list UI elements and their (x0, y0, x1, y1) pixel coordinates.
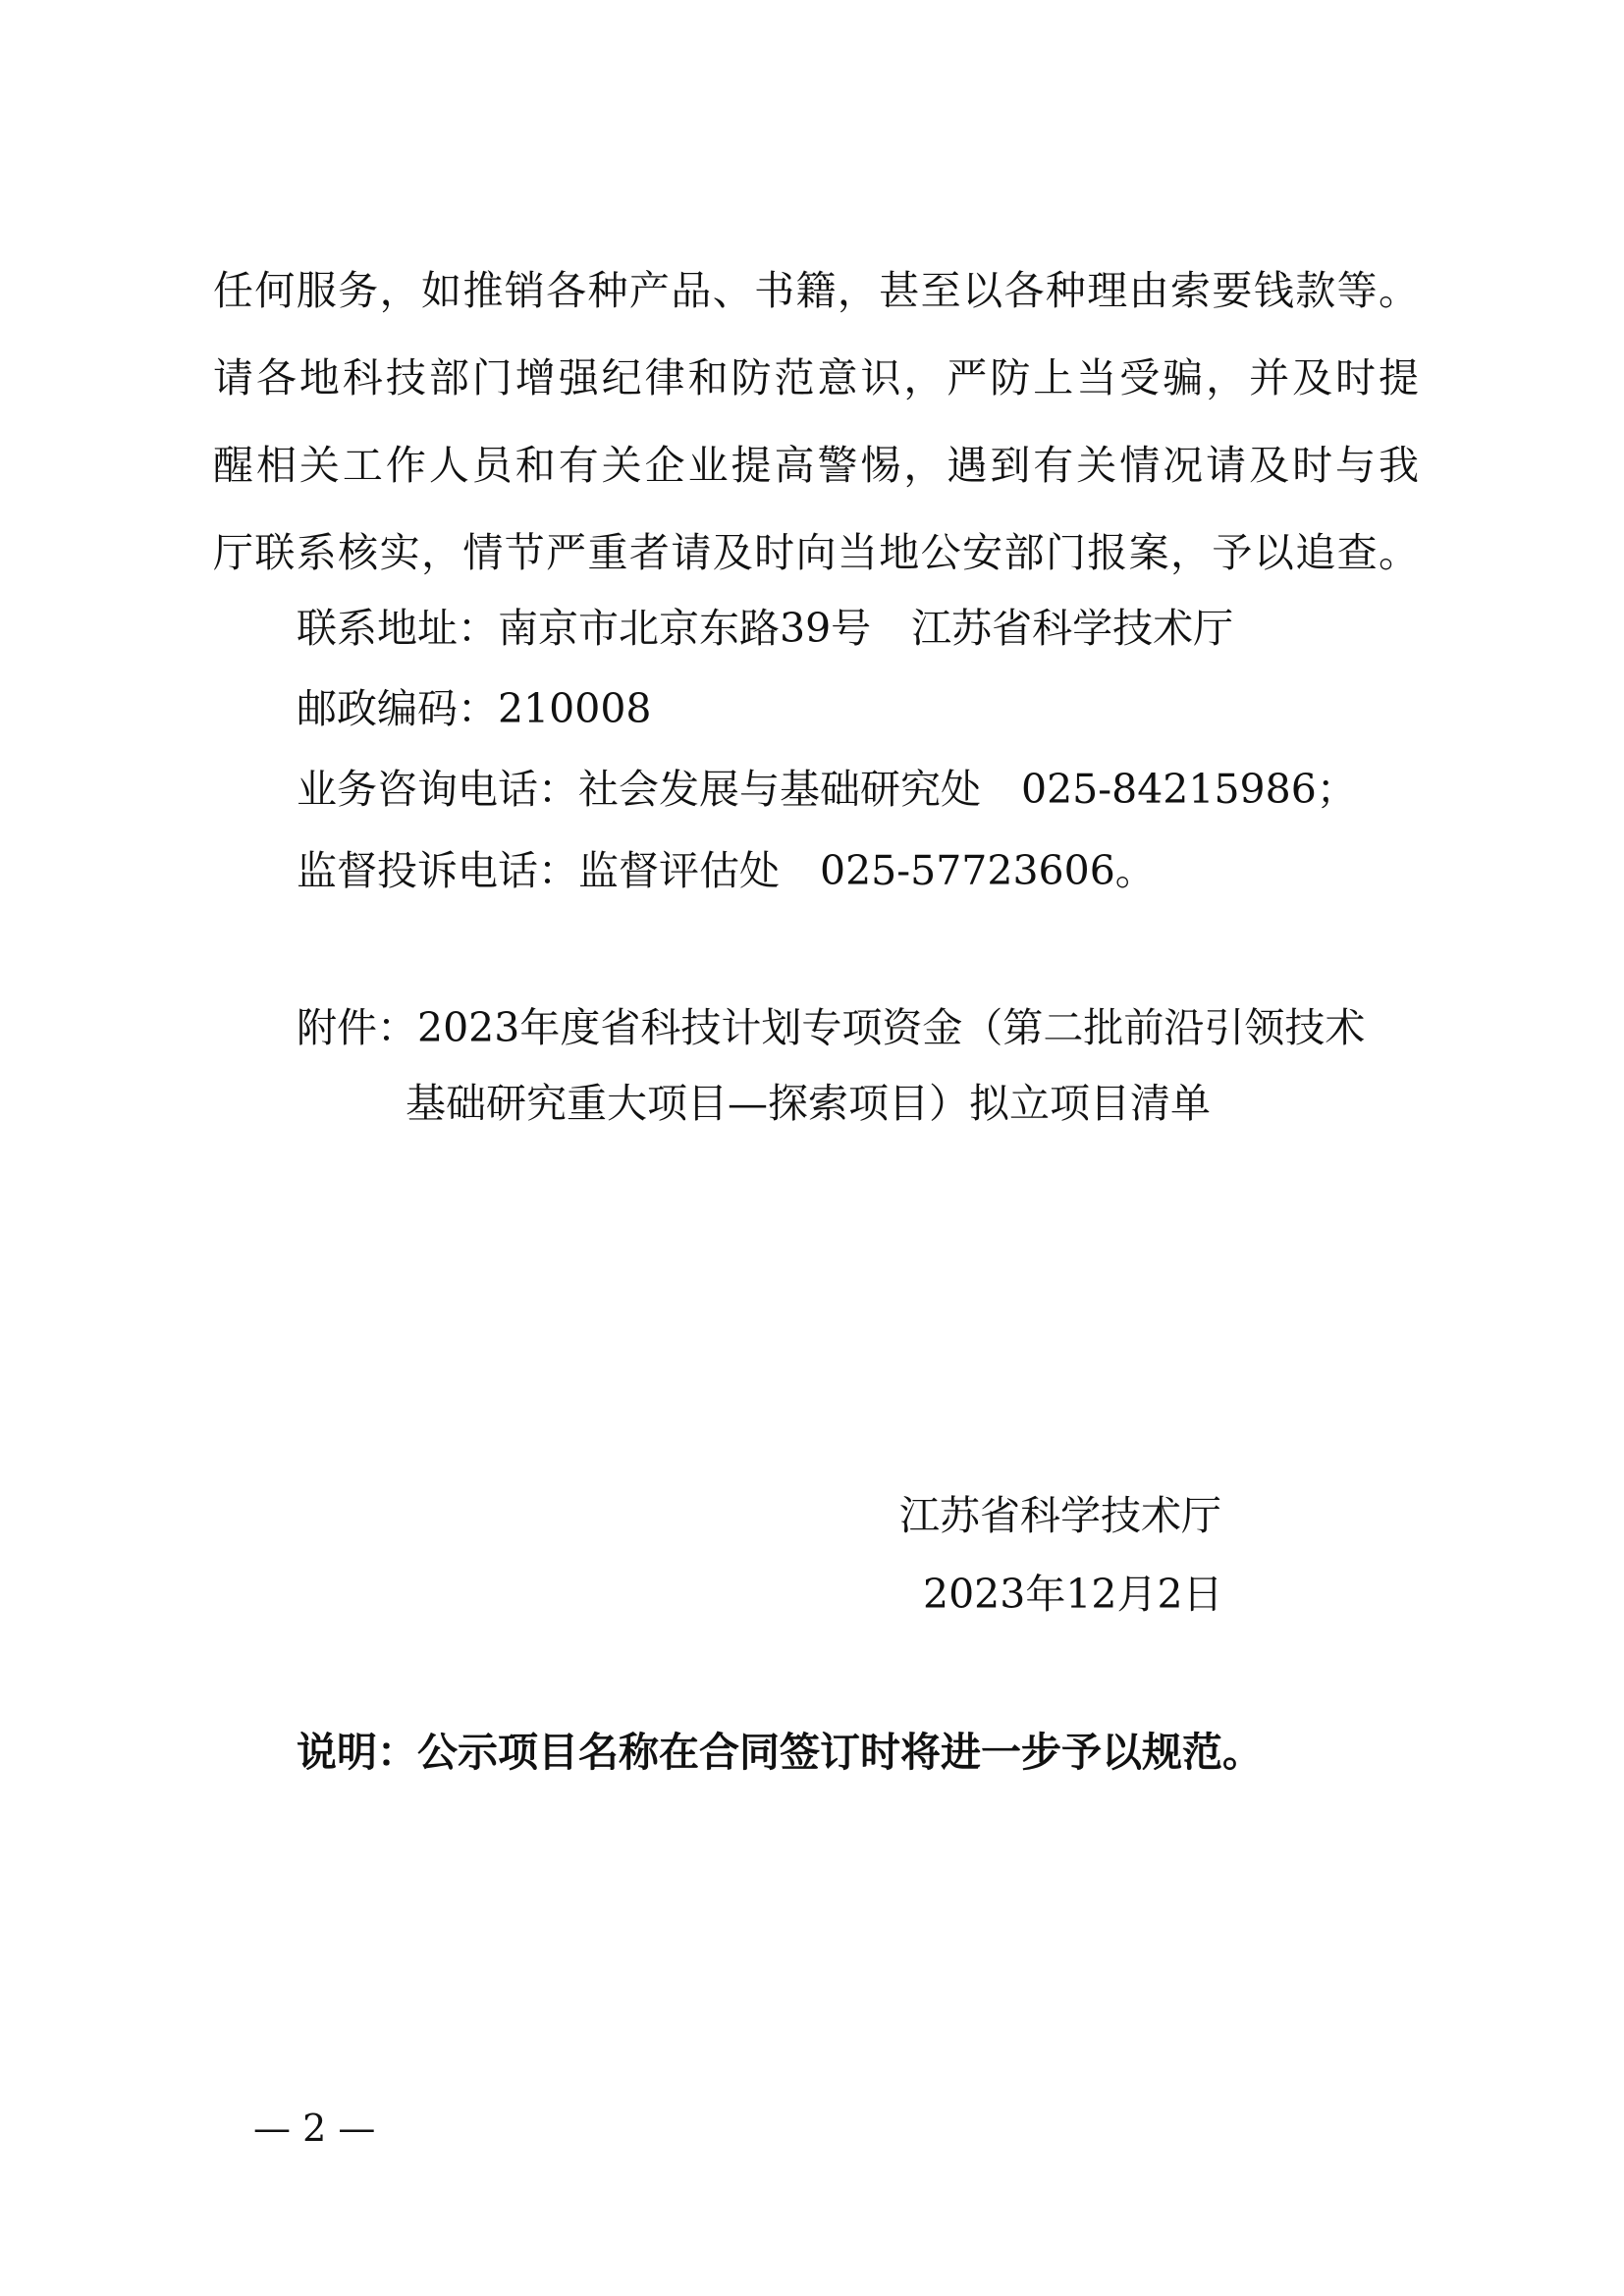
attachment-line-1: 附件：2023年度省科技计划专项资金（第二批前沿引领技术 (297, 1004, 1366, 1051)
signature-organization: 江苏省科学技术厅 (899, 1492, 1221, 1539)
contact-complaint-phone: 监督投诉电话：监督评估处 025-57723606。 (297, 847, 1156, 894)
page-number: — 2 — (253, 2107, 376, 2150)
body-paragraph-line-3: 醒相关工作人员和有关企业提高警惕，遇到有关情况请及时与我 (213, 442, 1419, 489)
attachment-line-2: 基础研究重大项目—探索项目）拟立项目清单 (406, 1080, 1211, 1127)
body-paragraph-line-4: 厅联系核实，情节严重者请及时向当地公安部门报案，予以追查。 (213, 529, 1419, 576)
signature-date: 2023年12月2日 (923, 1571, 1223, 1618)
body-paragraph-line-2: 请各地科技部门增强纪律和防范意识，严防上当受骗，并及时提 (213, 354, 1419, 401)
contact-address: 联系地址：南京市北京东路39号 江苏省科学技术厅 (297, 605, 1234, 652)
contact-consult-phone: 业务咨询电话：社会发展与基础研究处 025-84215986； (297, 766, 1357, 813)
contact-postcode: 邮政编码：210008 (297, 685, 652, 732)
note: 说明：公示项目名称在合同签订时将进一步予以规范。 (297, 1729, 1263, 1776)
body-paragraph-line-1: 任何服务，如推销各种产品、书籍，甚至以各种理由索要钱款等。 (213, 267, 1419, 314)
